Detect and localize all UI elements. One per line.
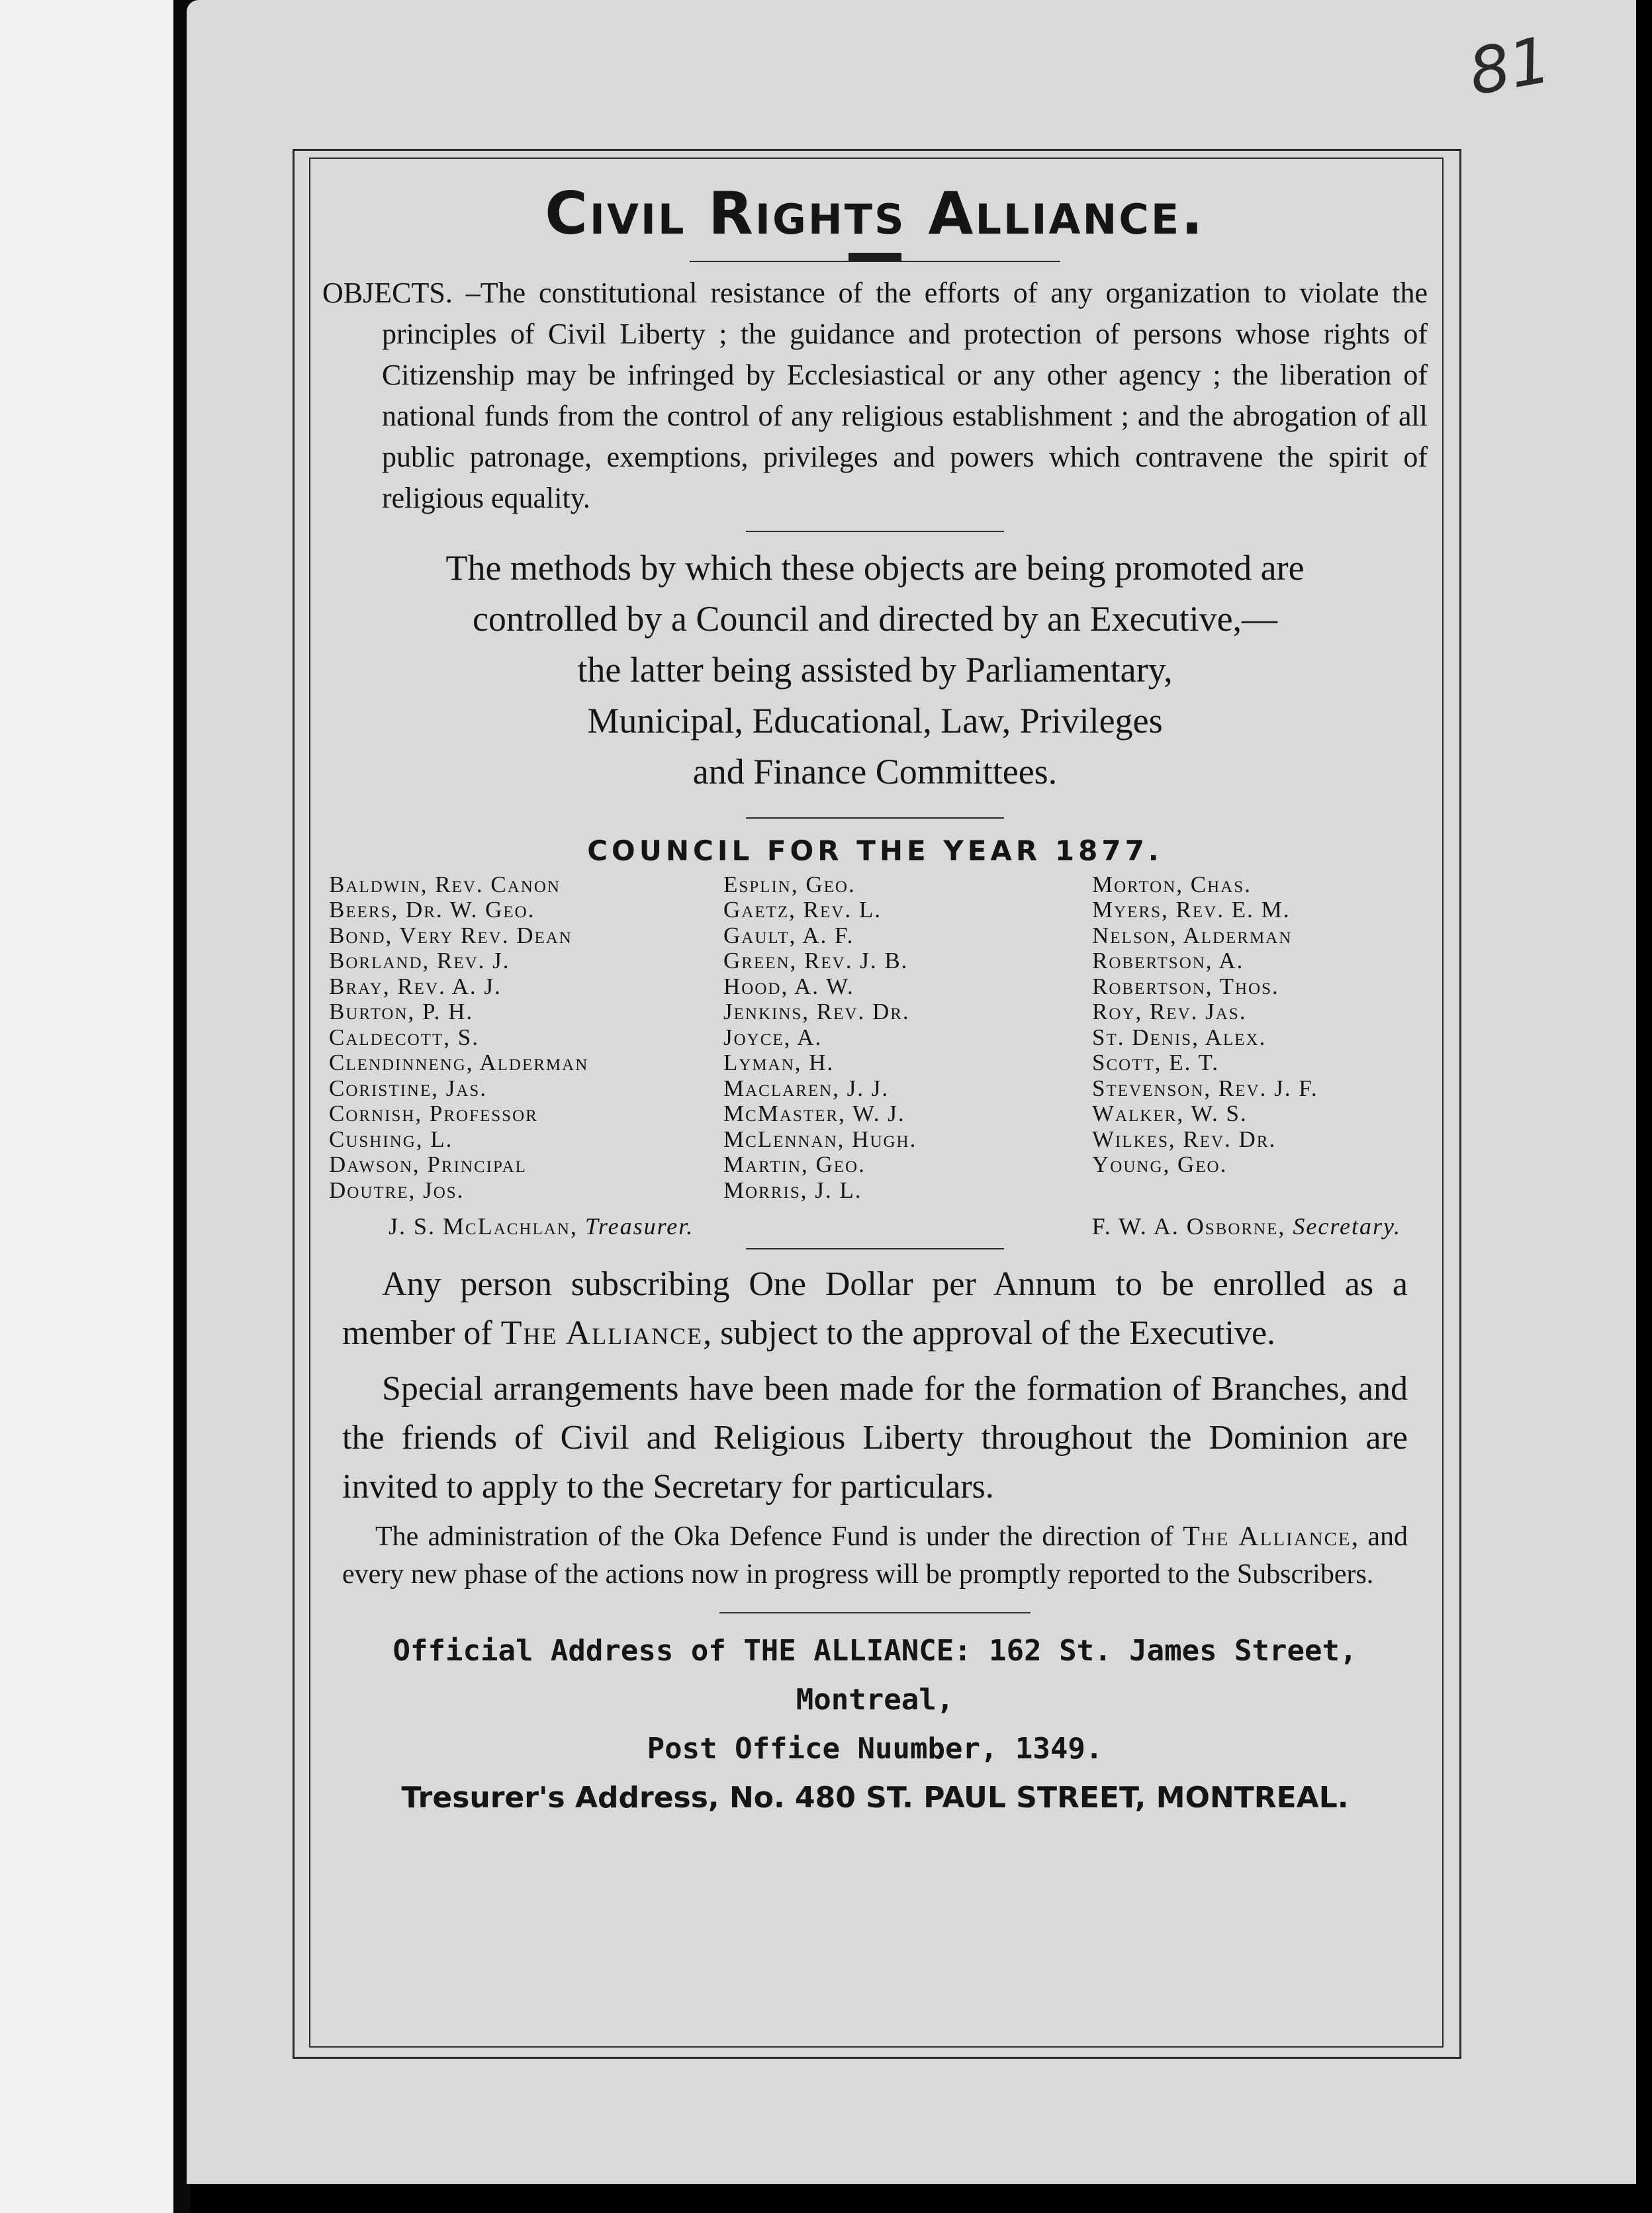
page-content <box>322 179 1428 1823</box>
council-member: Green, Rev. J. B. <box>723 948 909 974</box>
council-member: Martin, Geo. <box>723 1152 866 1178</box>
council-member: Nelson, Alderman <box>1092 922 1293 948</box>
council-member: Dawson, Principal <box>329 1152 527 1178</box>
title-ornament <box>849 253 901 261</box>
council-member: Beers, Dr. W. Geo. <box>329 897 535 923</box>
document-page <box>187 0 1636 2184</box>
methods-line: The methods by which these objects are being promoted are <box>445 547 1305 588</box>
council-member: Robertson, A. <box>1092 948 1244 974</box>
council-member: Morris, J. L. <box>723 1177 862 1203</box>
objects-text: –The constitutional resistance of the efforts of any organization to violate the principles of Civil Liberty ; the guidance and protection of persons whose rights of Citizenship may be infringed by Ecclesiastical or any other agency ; the liberation of national funds from the control of any religious establishment ; and the abrogation of all public patronage, exemptions, privileges and powers which contravene the spirit of religious equality. <box>382 276 1428 514</box>
officers-line <box>389 1212 1401 1240</box>
branches-paragraph: Special arrangements have been made for the formation of Branches, and the friends of Civil and Religious Liberty throughout the Dominion are invited to apply to the Secretary for particulars. <box>342 1370 1408 1506</box>
folio-number: 81 <box>1463 23 1556 110</box>
council-column <box>1092 872 1428 1204</box>
alliance-name: The Alliance <box>500 1314 704 1353</box>
official-address: Official Address of THE ALLIANCE: 162 St. James Street, Montreal, <box>392 1634 1357 1717</box>
council-member: Cornish, Professor <box>329 1101 538 1127</box>
methods-line: Municipal, Educational, Law, Privileges <box>587 700 1163 741</box>
methods-line: controlled by a Council and directed by an Executive,— <box>472 598 1278 639</box>
council-member: Morton, Chas. <box>1092 871 1252 897</box>
council-heading: COUNCIL FOR THE YEAR 1877. <box>587 834 1163 867</box>
council-list <box>322 872 1428 1204</box>
divider <box>690 261 1060 262</box>
objects-label: OBJECTS. <box>322 276 453 309</box>
methods-line: and Finance Committees. <box>692 751 1058 791</box>
methods-line: the latter being assisted by Parliamentary, <box>577 649 1173 690</box>
post-office-number: Post Office Nuumber, 1349. <box>647 1732 1103 1766</box>
treasurer <box>389 1212 694 1240</box>
council-member: Burton, P. H. <box>329 999 474 1025</box>
methods-paragraph <box>322 543 1428 797</box>
council-member: Hood, A. W. <box>723 973 854 999</box>
council-member: Myers, Rev. E. M. <box>1092 897 1291 923</box>
divider <box>746 817 1004 819</box>
divider <box>746 531 1004 532</box>
treasurer-name: J. S. McLachlan, <box>389 1213 578 1240</box>
council-member: Borland, Rev. J. <box>329 948 510 974</box>
council-member: Robertson, Thos. <box>1092 973 1279 999</box>
membership-text: , subject to the approval of the Executive. <box>703 1314 1276 1353</box>
divider <box>746 1248 1004 1249</box>
council-member: Gault, A. F. <box>723 922 854 948</box>
council-column <box>329 872 690 1204</box>
council-member: Joyce, A. <box>723 1024 823 1050</box>
divider <box>719 1612 1031 1613</box>
oka-fund-paragraph <box>342 1518 1408 1594</box>
council-member: Jenkins, Rev. Dr. <box>723 999 910 1025</box>
secretary-role: Secretary. <box>1293 1213 1401 1240</box>
membership-text: Any person subscribing One Dollar per Annum to be enrolled as a member of <box>342 1265 1408 1353</box>
facing-page-edge <box>0 0 177 2213</box>
council-member: Coristine, Jas. <box>329 1075 488 1101</box>
council-member: Cushing, L. <box>329 1126 453 1152</box>
council-member: Wilkes, Rev. Dr. <box>1092 1126 1277 1152</box>
council-member: Clendinneng, Alderman <box>329 1050 589 1076</box>
council-member: Scott, E. T. <box>1092 1050 1220 1076</box>
membership-paragraph <box>342 1260 1408 1358</box>
oka-text: , and every new phase of the actions now in progress will be promptly reported to the Subscribers. <box>342 1521 1408 1590</box>
council-member: Walker, W. S. <box>1092 1101 1248 1127</box>
council-member: Roy, Rev. Jas. <box>1092 999 1247 1025</box>
council-member: Stevenson, Rev. J. F. <box>1092 1075 1318 1101</box>
secretary <box>1092 1212 1401 1240</box>
treasurer-address: Tresurer's Address, No. 480 ST. PAUL STREET, MONTREAL. <box>401 1781 1349 1815</box>
council-column <box>723 872 1059 1204</box>
council-member: Esplin, Geo. <box>723 871 856 897</box>
council-member: St. Denis, Alex. <box>1092 1024 1267 1050</box>
council-member: McMaster, W. J. <box>723 1101 905 1127</box>
council-member: Lyman, H. <box>723 1050 835 1076</box>
council-member: Bond, Very Rev. Dean <box>329 922 573 948</box>
secretary-name: F. W. A. Osborne, <box>1091 1213 1286 1240</box>
oka-text: The administration of the Oka Defence Fund is under the direction of <box>375 1521 1183 1553</box>
council-member: Baldwin, Rev. Canon <box>329 871 561 897</box>
council-member: Doutre, Jos. <box>329 1177 465 1203</box>
council-member: Gaetz, Rev. L. <box>723 897 882 923</box>
page-title: Civil Rights Alliance. <box>545 179 1205 248</box>
alliance-name: The Alliance <box>1183 1521 1352 1553</box>
objects-paragraph <box>322 273 1428 519</box>
council-member: Bray, Rev. A. J. <box>329 973 502 999</box>
council-member: Young, Geo. <box>1092 1152 1228 1178</box>
council-member: Caldecott, S. <box>329 1024 479 1050</box>
council-member: Maclaren, J. J. <box>723 1075 890 1101</box>
council-member: McLennan, Hugh. <box>723 1126 917 1152</box>
treasurer-role: Treasurer. <box>584 1213 694 1240</box>
